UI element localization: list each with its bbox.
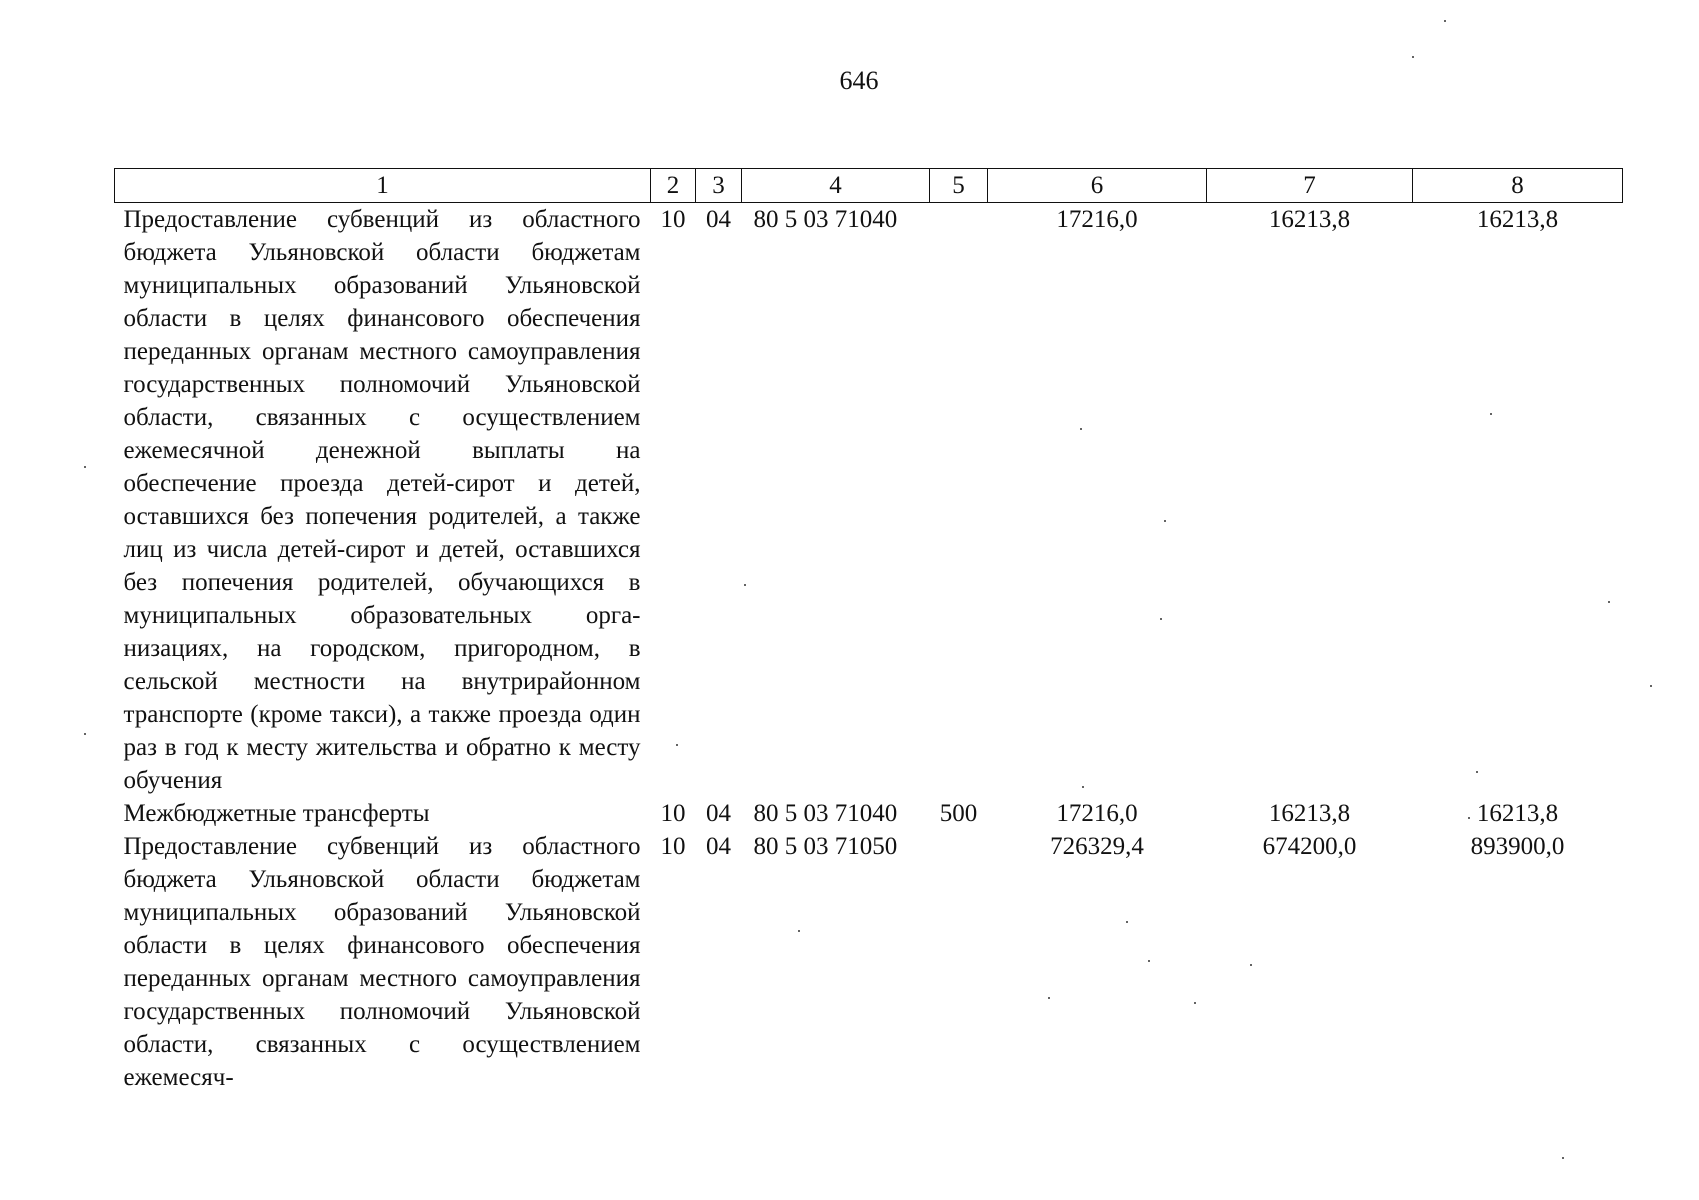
table-row [115,203,1623,798]
row-subsection: 04 [706,833,731,860]
scan-speck [1412,56,1414,58]
table-header-row [115,169,1623,203]
row-name: Межбюджетные трансферты [123,800,430,827]
scan-speck [1468,817,1470,819]
row-amount-8: 893900,0 [1470,833,1565,860]
scan-speck [1148,960,1150,962]
scan-speck [1160,618,1162,620]
row-amount-8: 16213,8 [1476,206,1559,233]
scan-speck [676,744,678,746]
row-name: Предоставление субвенций из областного бюджета Ульяновской области бюджетам муниципальных образований Ульяновской области в целях финансового обеспечения переданных органам местного самоуправления государственных полномочий Ульяновской области, связанных с осуществлением ежемесяч- [123,833,641,1091]
row-expense-type [930,203,988,798]
scan-speck [1126,921,1128,923]
table-row [115,797,1623,830]
row-amount-7: 16213,8 [1268,206,1351,233]
scan-speck [1194,1002,1196,1004]
scan-speck [84,733,86,735]
scan-speck [1476,771,1478,773]
budget-table [114,168,1623,1094]
row-amount-6: 17216,0 [1056,206,1138,233]
row-section: 10 [660,206,686,233]
row-name: Предоставление субвенций из областного бюджета Ульяновской области бюджетам муниципальных образований Ульяновской области в целях финансового обеспечения переданных органам местного самоуправления государственных полномочий Ульяновской области, связанных с осуществлением ежемесячной денежной выплаты на обеспечение проезда детей-сирот и детей, оставшихся без попечения родителей, а также лиц из числа детей-сирот и детей, оставшихся без попечения родителей, обучающихся в муниципальных образовательных организациях, на городском, пригородном, в сельской местности на внутрирайонном транспорте (кроме такси), а также проезда один раз в год к месту жительства и обратно к месту обучения [123,206,641,794]
row-subsection: 04 [706,206,731,233]
row-section: 10 [660,800,686,827]
scan-speck [1650,685,1652,687]
scan-speck [1250,964,1252,966]
column-header-7: 7 [1207,169,1413,203]
row-section: 10 [660,833,686,860]
row-target-article: 80 5 03 71050 [753,833,898,860]
row-subsection: 04 [706,800,731,827]
scan-speck [1164,520,1166,522]
scan-speck [744,584,746,586]
scan-speck [1490,413,1492,415]
column-header-3: 3 [696,169,742,203]
column-header-1: 1 [115,169,651,203]
column-header-8: 8 [1413,169,1623,203]
column-header-5: 5 [930,169,988,203]
row-amount-6: 726329,4 [1050,833,1144,860]
column-header-4: 4 [742,169,930,203]
row-amount-7: 674200,0 [1262,833,1357,860]
row-expense-type: 500 [939,800,978,827]
row-amount-7: 16213,8 [1268,800,1351,827]
scan-speck [84,466,86,468]
scan-speck [1562,1157,1564,1159]
row-target-article: 80 5 03 71040 [753,206,898,233]
table-row [115,830,1623,1094]
column-header-6: 6 [988,169,1207,203]
row-amount-8: 16213,8 [1476,800,1559,827]
scan-speck [1608,601,1610,603]
row-target-article: 80 5 03 71040 [753,800,898,827]
page-number: 646 [839,66,879,95]
scan-speck [798,930,800,932]
row-expense-type [930,830,988,1094]
row-amount-6: 17216,0 [1056,800,1138,827]
scan-speck [1048,997,1050,999]
scan-speck [1444,20,1446,22]
scan-speck [1080,428,1082,430]
scan-speck [1082,786,1084,788]
column-header-2: 2 [651,169,696,203]
